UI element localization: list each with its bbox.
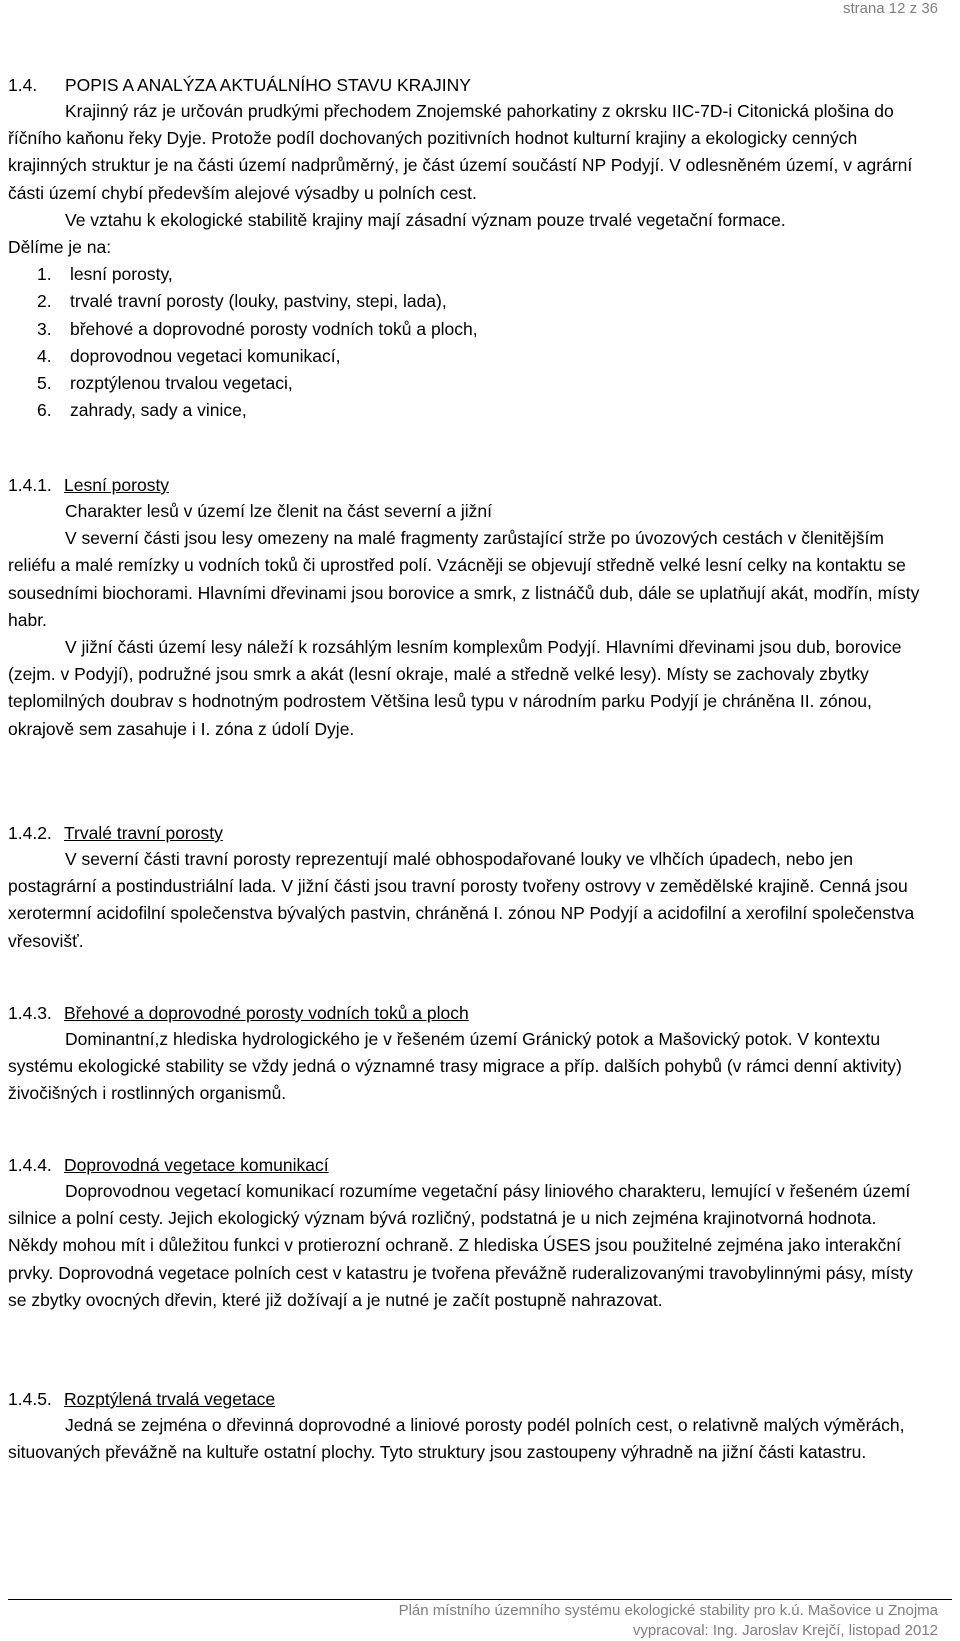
section-title: POPIS A ANALÝZA AKTUÁLNÍHO STAVU KRAJINY bbox=[65, 75, 471, 95]
section-heading bbox=[8, 72, 930, 98]
subsection-grassland bbox=[8, 820, 930, 955]
subsection-heading bbox=[8, 1386, 930, 1412]
list-item: 3. břehové a doprovodné porosty vodních toků a ploch, bbox=[37, 318, 478, 339]
list-intro: Dělíme je na: bbox=[8, 237, 112, 258]
paragraph: Doprovodnou vegetací komunikací rozumíme vegetační pásy liniového charakteru, lemující v řešeném území silnice a polní cesty. Jejich ekologický význam bývá rozličný, podstatná je u nich zejména krajinotvorná hodnota. Někdy mohou mít i důležitou funkci v protierozní ochraně. Z hlediska ÚSES jsou použitelné zejména jako interakční prvky. Doprovodná vegetace polních cest v katastru je tvořena převážně ruderalizovanými travobylinnými pásy, místy se zbytky ovocných dřevin, které již dožívají a je nutné je začít postupně nahrazovat. bbox=[8, 1181, 913, 1310]
footer-line: vypracoval: Ing. Jaroslav Krejčí, listopad 2012 bbox=[632, 1622, 938, 1639]
subsection-riparian bbox=[8, 1000, 930, 1108]
list-item: 5. rozptýlenou trvalou vegetaci, bbox=[37, 373, 293, 394]
paragraph: Krajinný ráz je určován prudkými přechodem Znojemské pahorkatiny z okrsku IIC-7D-i Citonická plošina do říčního kaňonu řeky Dyje. Protože podíl dochovaných pozitivních hodnot kulturní krajiny a ekologicky cenných krajinných struktur je na části území nadprůměrný, je část území součástí NP Podyjí. V odlesněném území, v agrární části území chybí především alejové výsadby u polních cest. bbox=[8, 101, 913, 203]
paragraph: Dominantní,z hlediska hydrologického je v řešeném území Gránický potok a Mašovický potok. V kontextu systému ekologické stability se vždy jedná o významné trasy migrace a příp. dalších pohybů (v rámci denní aktivity) živočišných i rostlinných organismů. bbox=[8, 1029, 902, 1104]
subsection-heading bbox=[8, 1152, 930, 1178]
formation-list bbox=[8, 261, 930, 424]
section-number: 1.4. bbox=[8, 75, 38, 95]
subsection-forests bbox=[8, 472, 930, 743]
paragraph: V severní části jsou lesy omezeny na malé fragmenty zarůstající strže po úvozových cestách v členitějším reliéfu a malé remízky u vodních toků či uprostřed polí. Vzácněji se objevují středně velké lesní celky na kontaktu se sousedními biochorami. Hlavními dřevinami jsou borovice a smrk, z listnáčů dub, dále se uplatňují akát, modřín, místy habr. bbox=[8, 528, 920, 630]
subsection-number: 1.4.3. bbox=[8, 1003, 52, 1023]
paragraph: Charakter lesů v území lze členit na část severní a jižní bbox=[65, 501, 492, 521]
subsection-number: 1.4.4. bbox=[8, 1155, 52, 1175]
paragraph: V jižní části území lesy náleží k rozsáhlým lesním komplexům Podyjí. Hlavními dřevinami jsou dub, borovice (zejm. v Podyjí), podružné jsou smrk a akát (lesní okraje, malé a středně velké lesy). Místy se zachovaly zbytky teplomilných doubrav s hodnotným podrostem Většina lesů typu v národním parku Podyjí je chráněna II. zónou, okrajově sem zasahuje i I. zóna z údolí Dyje. bbox=[8, 637, 902, 739]
subsection-scattered-vegetation bbox=[8, 1386, 930, 1466]
subsection-number: 1.4.5. bbox=[8, 1389, 52, 1409]
section-intro bbox=[8, 72, 930, 424]
subsection-title: Trvalé travní porosty bbox=[64, 823, 223, 843]
footer-line: Plán místního územního systému ekologické stability pro k.ú. Mašovice u Znojma bbox=[398, 1602, 938, 1619]
subsection-number: 1.4.1. bbox=[8, 475, 52, 495]
subsection-title: Břehové a doprovodné porosty vodních toků a ploch bbox=[64, 1003, 469, 1023]
subsection-heading bbox=[8, 472, 930, 498]
subsection-title: Rozptýlená trvalá vegetace bbox=[64, 1389, 276, 1409]
list-item: 2. trvalé travní porosty (louky, pastviny, stepi, lada), bbox=[37, 291, 447, 312]
subsection-title: Lesní porosty bbox=[64, 475, 170, 495]
page-number: strana 12 z 36 bbox=[842, 0, 938, 17]
footer-divider bbox=[8, 1599, 952, 1600]
list-item: 4. doprovodnou vegetaci komunikací, bbox=[37, 345, 341, 366]
list-item: 6. zahrady, sady a vinice, bbox=[37, 400, 247, 421]
subsection-heading bbox=[8, 820, 930, 846]
subsection-title: Doprovodná vegetace komunikací bbox=[64, 1155, 329, 1175]
subsection-number: 1.4.2. bbox=[8, 823, 52, 843]
paragraph: Ve vztahu k ekologické stabilitě krajiny mají zásadní význam pouze trvalé vegetační formace. bbox=[65, 209, 786, 230]
footer bbox=[399, 1601, 938, 1641]
subsection-heading bbox=[8, 1000, 930, 1026]
list-item: 1. lesní porosty, bbox=[37, 264, 173, 285]
paragraph: V severní části travní porosty reprezentují malé obhospodařované louky ve vlhčích úpadech, nebo jen postagrární a postindustriální lada. V jižní části jsou travní porosty tvořeny ostrovy v zemědělské krajině. Cenná jsou xerotermní acidofilní společenstva bývalých pastvin, chráněná I. zónou NP Podyjí a acidofilní a xerofilní společenstva vřesovišť. bbox=[8, 849, 915, 951]
paragraph: Jedná se zejména o dřevinná doprovodné a liniové porosty podél polních cest, o relativně malých výměrách, situovaných převážně na kultuře ostatní plochy. Tyto struktury jsou zastoupeny výhradně na jižní části katastru. bbox=[8, 1415, 905, 1463]
subsection-road-vegetation bbox=[8, 1152, 930, 1314]
